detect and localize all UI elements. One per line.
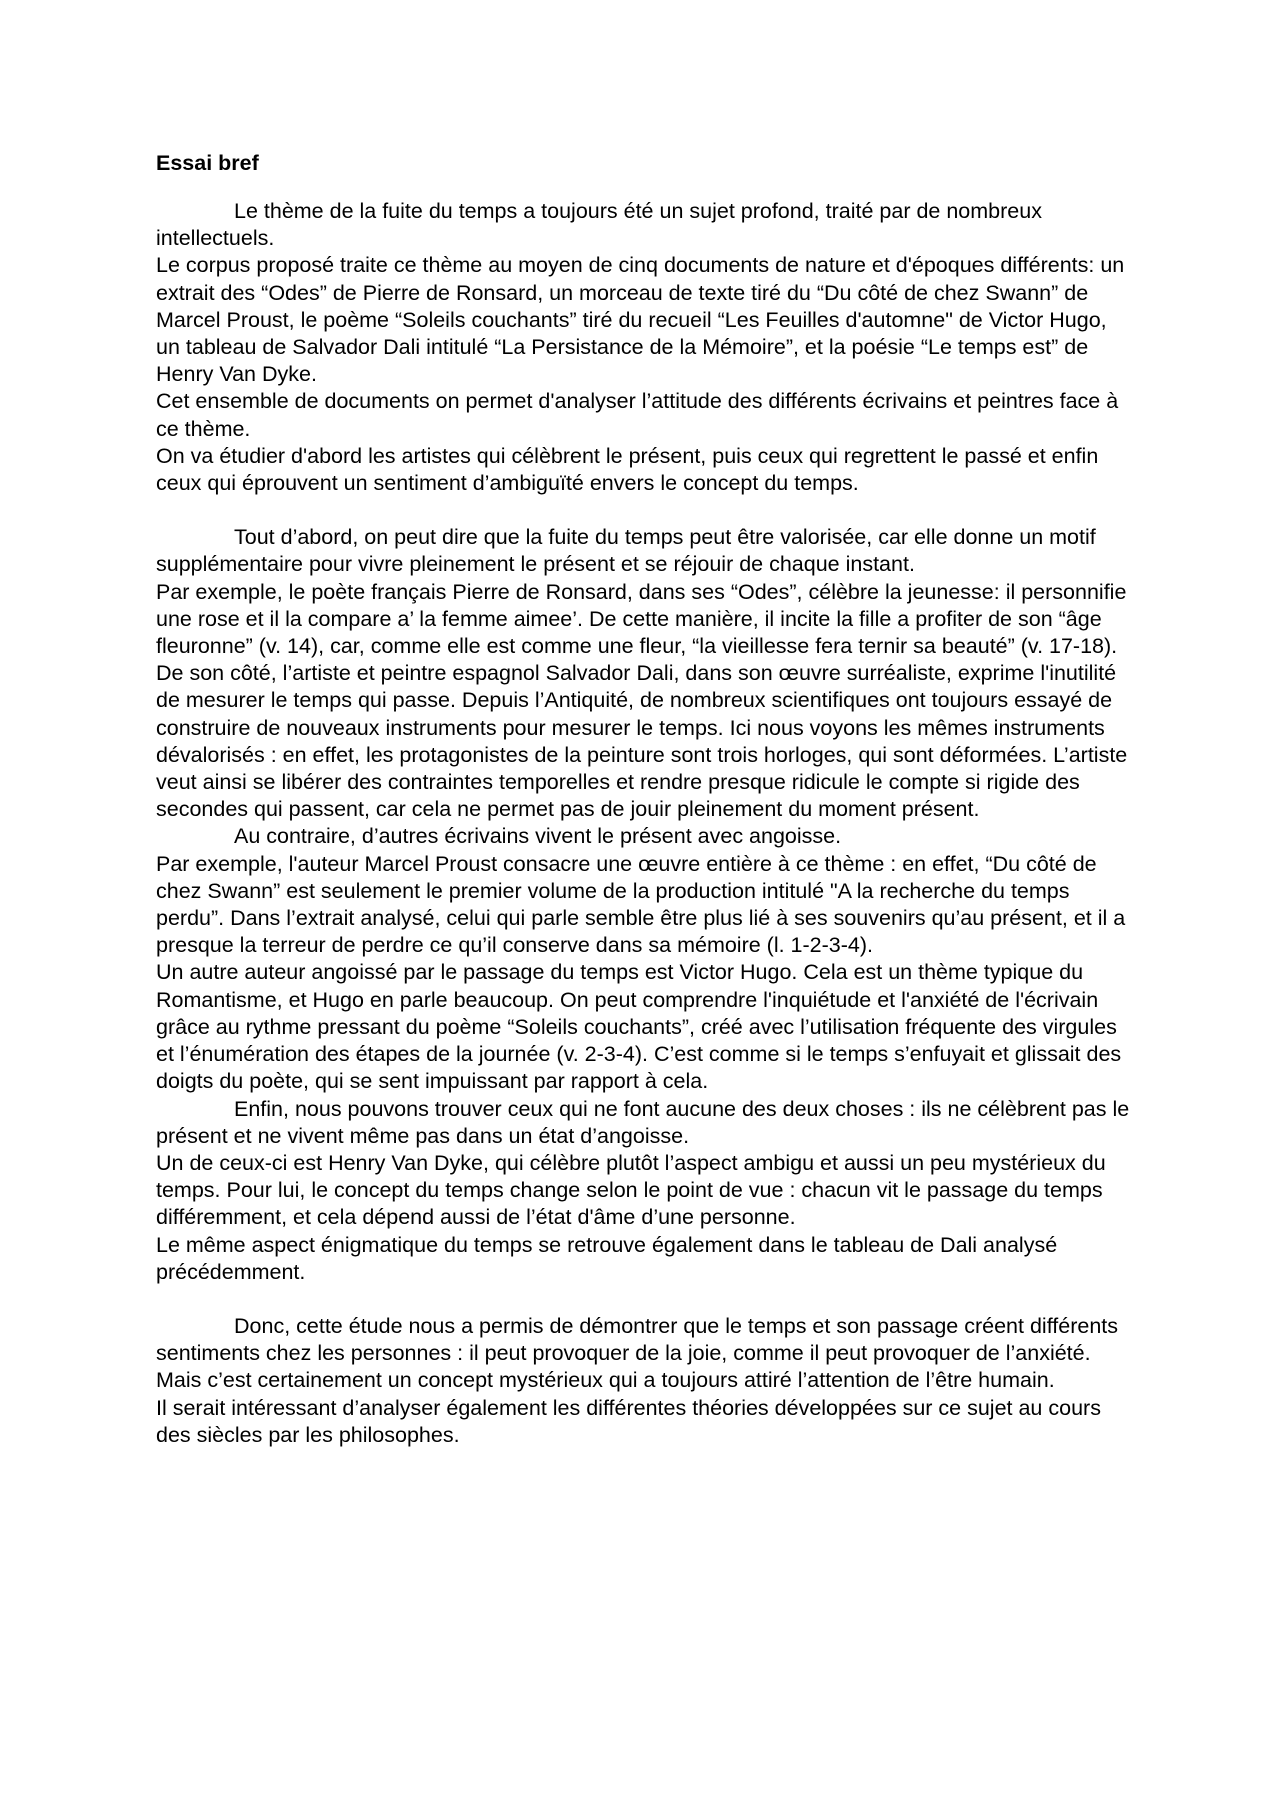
document-title: Essai bref bbox=[156, 151, 259, 175]
paragraph-proust: Par exemple, l'auteur Marcel Proust consacre une œuvre entière à ce thème : en effet, “Du côté de chez Swann” est seulement le premier volume de la production intitulé "A la recherche du temps perdu”. Dans l’extrait analysé, celui qui parle semble être plus lié à ses souvenirs qu’au présent, et il a presque la terreur de perdre ce qu’il conserve dans sa mémoire (l. 1-2-3-4). bbox=[156, 851, 1126, 958]
paragraph-part-three-intro: Enfin, nous pouvons trouver ceux qui ne font aucune des deux choses : ils ne célèbrent pas le présent et ne vivent même pas dans un état d’angoisse. bbox=[156, 1096, 1130, 1148]
paragraph-corpus: Le corpus proposé traite ce thème au moyen de cinq documents de nature et d'époques différents: un extrait des “Odes” de Pierre de Ronsard, un morceau de texte tiré du “Du côté de chez Swann” de Marcel Proust, le poème “Soleils couchants” tiré du recueil “Les Feuilles d'automne" de Victor Hugo, un tableau de Salvador Dali intitulé “La Persistance de la Mémoire”, et la poésie “Le temps est” de Henry Van Dyke. bbox=[156, 253, 1125, 387]
paragraph-intro: Le thème de la fuite du temps a toujours été un sujet profond, traité par de nombreux intellectuels. bbox=[156, 199, 1042, 251]
paragraph-van-dyke: Un de ceux-ci est Henry Van Dyke, qui célèbre plutôt l’aspect ambigu et aussi un peu mystérieux du temps. Pour lui, le concept du temps change selon le point de vue : chacun vit le passage du temps différemment, et cela dépend aussi de l’état d'âme d’une personne. bbox=[156, 1150, 1106, 1230]
paragraph-part-two-intro: Au contraire, d’autres écrivains vivent le présent avec angoisse. bbox=[234, 824, 842, 849]
document-page bbox=[156, 150, 1136, 1449]
paragraph-plan: On va étudier d'abord les artistes qui célèbrent le présent, puis ceux qui regrettent le passé et enfin ceux qui éprouvent un sentiment d’ambiguïté envers le concept du temps. bbox=[156, 443, 1099, 496]
paragraph-ensemble: Cet ensemble de documents on permet d'analyser l’attitude des différents écrivains et peintres face à ce thème. bbox=[156, 389, 1119, 441]
paragraph-part-one-intro: Tout d’abord, on peut dire que la fuite du temps peut être valorisée, car elle donne un motif supplémentaire pour vivre pleinement le présent et se réjouir de chaque instant. bbox=[156, 525, 1096, 577]
paragraph-dali: De son côté, l’artiste et peintre espagnol Salvador Dali, dans son œuvre surréaliste, exprime l'inutilité de mesurer le temps qui passe. Depuis l’Antiquité, de nombreux scientifiques ont toujours essayé de construire de nouveaux instruments pour mesurer le temps. Ici nous voyons les mêmes instruments dévalorisés : en effet, les protagonistes de la peinture sont trois horloges, qui sont déformées. L’artiste veut ainsi se libérer des contraintes temporelles et rendre presque ridicule le compte si rigide des secondes qui passent, car cela ne permet pas de jouir pleinement du moment présent. bbox=[156, 661, 1128, 822]
paragraph-ronsard: Par exemple, le poète français Pierre de Ronsard, dans ses “Odes”, célèbre la jeunesse: il personnifie une rose et il la compare a’ la femme aimee’. De cette manière, il incite la fille a profiter de son “âge fleuronne” (v. 14), car, comme elle est comme une fleur, “la vieillesse fera ternir sa beauté” (v. 17-18). bbox=[156, 579, 1127, 659]
paragraph-opening: Il serait intéressant d’analyser également les différentes théories développées sur ce sujet au cours des siècles par les philosophes. bbox=[156, 1395, 1101, 1447]
paragraph-conclusion: Donc, cette étude nous a permis de démontrer que le temps et son passage créent différents sentiments chez les personnes : il peut provoquer de la joie, comme il peut provoquer de l’anxiété. Mais c’est certainement un concept mystérieux qui a toujours attiré l’attention de l’être humain. bbox=[156, 1313, 1119, 1393]
paragraph-hugo: Un autre auteur angoissé par le passage du temps est Victor Hugo. Cela est un thème typique du Romantisme, et Hugo en parle beaucoup. On peut comprendre l'inquiétude et l'anxiété de l'écrivain grâce au rythme pressant du poème “Soleils couchants”, créé avec l’utilisation fréquente des virgules et l’énumération des étapes de la journée (v. 2-3-4). C’est comme si le temps s’enfuyait et glissait des doigts du poète, qui se sent impuissant par rapport à cela. bbox=[156, 960, 1122, 1094]
paragraph-dali-enigma: Le même aspect énigmatique du temps se retrouve également dans le tableau de Dali analysé précédemment. bbox=[156, 1232, 1058, 1284]
